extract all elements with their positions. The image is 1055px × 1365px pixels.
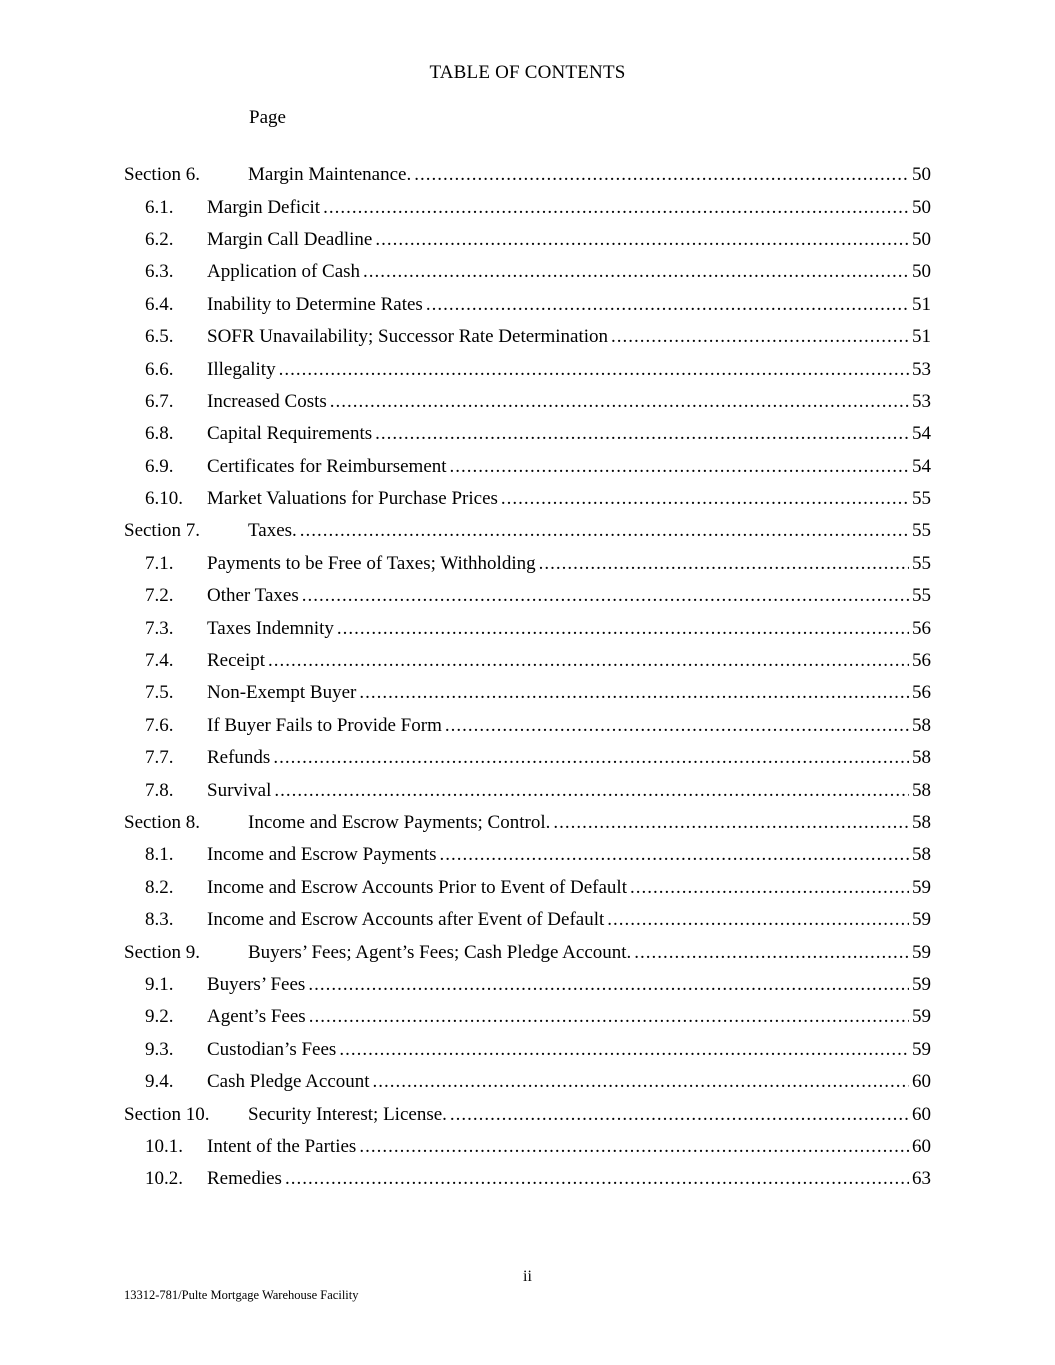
dot-leader	[285, 1168, 909, 1190]
entry-title: Certificates for Reimbursement	[207, 455, 447, 477]
entry-title: Refunds	[207, 747, 271, 769]
entry-title: Agent’s Fees	[207, 1006, 306, 1028]
entry-number: 6.3.	[145, 261, 174, 283]
toc-subsection-entry[interactable]	[124, 774, 931, 806]
toc-section-entry[interactable]	[124, 515, 931, 547]
entry-title: If Buyer Fails to Provide Form	[207, 714, 442, 736]
entry-number: 8.2.	[145, 876, 174, 898]
entry-number: 6.7.	[145, 390, 174, 412]
dot-leader	[300, 520, 909, 542]
toc-subsection-entry[interactable]	[124, 612, 931, 644]
dot-leader	[607, 909, 909, 931]
toc-section-entry[interactable]	[124, 1098, 931, 1130]
toc-subsection-entry[interactable]	[124, 1066, 931, 1098]
dot-leader	[373, 1071, 909, 1093]
entry-number: 7.5.	[145, 682, 174, 704]
entry-number: 7.1.	[145, 552, 174, 574]
toc-title: TABLE OF CONTENTS	[429, 62, 626, 83]
toc-subsection-entry[interactable]	[124, 1163, 931, 1195]
entry-number: 8.1.	[145, 844, 174, 866]
dot-leader	[445, 715, 909, 737]
entry-page-number: 60	[912, 1103, 931, 1125]
entry-title: Inability to Determine Rates	[207, 293, 423, 315]
entry-title: Taxes.	[248, 520, 297, 542]
entry-page-number: 50	[912, 228, 931, 250]
entry-page-number: 54	[912, 455, 931, 477]
toc-section-entry[interactable]	[124, 159, 931, 191]
entry-number: 9.1.	[145, 973, 174, 995]
dot-leader	[273, 747, 909, 769]
entry-page-number: 56	[912, 617, 931, 639]
toc-subsection-entry[interactable]	[124, 256, 931, 288]
toc-subsection-entry[interactable]	[124, 580, 931, 612]
entry-number: 7.6.	[145, 714, 174, 736]
page-column-label: Page	[249, 107, 286, 128]
entry-number: Section 6.	[124, 164, 200, 186]
entry-title: Margin Maintenance.	[248, 164, 412, 186]
entry-title: Survival	[207, 779, 272, 801]
entry-number: 7.2.	[145, 585, 174, 607]
dot-leader	[611, 326, 909, 348]
entry-title: Security Interest; License.	[248, 1103, 447, 1125]
toc-subsection-entry[interactable]	[124, 645, 931, 677]
entry-page-number: 58	[912, 812, 931, 833]
dot-leader	[375, 423, 909, 445]
entry-title: Other Taxes	[207, 585, 299, 607]
entry-title: Margin Call Deadline	[207, 228, 373, 250]
entry-number: 7.3.	[145, 617, 174, 639]
entry-title: Application of Cash	[207, 261, 361, 283]
entry-number: 6.2.	[145, 228, 174, 250]
toc-subsection-entry[interactable]	[124, 353, 931, 385]
toc-section-entry[interactable]	[124, 936, 931, 968]
entry-number: Section 10.	[124, 1103, 210, 1125]
dot-leader	[302, 585, 909, 607]
dot-leader	[634, 942, 909, 964]
entry-page-number: 59	[912, 941, 931, 963]
footer-document-id: 13312-781/Pulte Mortgage Warehouse Facility	[124, 1288, 359, 1302]
toc-subsection-entry[interactable]	[124, 710, 931, 742]
entry-number: 6.8.	[145, 423, 174, 445]
entry-title: Receipt	[207, 650, 266, 672]
entry-page-number: 55	[912, 520, 931, 542]
dot-leader	[363, 261, 909, 283]
entry-page-number: 53	[912, 358, 931, 380]
entry-title: Payments to be Free of Taxes; Withholding	[207, 552, 536, 574]
dot-leader	[450, 1104, 909, 1126]
toc-subsection-entry[interactable]	[124, 839, 931, 871]
entry-number: 6.1.	[145, 196, 174, 218]
dot-leader	[440, 844, 909, 866]
toc-subsection-entry[interactable]	[124, 1131, 931, 1163]
entry-title: Buyers’ Fees; Agent’s Fees; Cash Pledge Account.	[248, 941, 632, 963]
entry-page-number: 60	[912, 1071, 931, 1093]
dot-leader	[553, 812, 909, 834]
entry-page-number: 54	[912, 423, 931, 445]
dot-leader	[450, 456, 909, 478]
dot-leader	[539, 553, 909, 575]
entry-number: Section 7.	[124, 520, 200, 542]
entry-title: Remedies	[207, 1168, 282, 1190]
entry-title: Buyers’ Fees	[207, 973, 306, 995]
toc-subsection-entry[interactable]	[124, 872, 931, 904]
dot-leader	[501, 488, 909, 510]
dot-leader	[375, 229, 909, 251]
dot-leader	[359, 682, 909, 704]
entry-page-number: 53	[912, 390, 931, 412]
toc-subsection-entry[interactable]	[124, 418, 931, 450]
toc-subsection-entry[interactable]	[124, 548, 931, 580]
entry-title: Increased Costs	[207, 390, 327, 412]
toc-subsection-entry[interactable]	[124, 321, 931, 353]
entry-number: 10.2.	[145, 1168, 183, 1190]
entry-title: Income and Escrow Accounts Prior to Event of Default	[207, 876, 627, 898]
entry-page-number: 59	[912, 876, 931, 898]
entry-page-number: 51	[912, 293, 931, 315]
toc-subsection-entry[interactable]	[124, 1034, 931, 1066]
dot-leader	[308, 974, 909, 996]
entry-page-number: 59	[912, 1006, 931, 1028]
dot-leader	[359, 1136, 909, 1158]
entry-title: Taxes Indemnity	[207, 617, 334, 639]
toc-subsection-entry[interactable]	[124, 742, 931, 774]
entry-title: Custodian’s Fees	[207, 1038, 337, 1060]
entry-number: Section 8.	[124, 812, 200, 833]
toc-subsection-entry[interactable]	[124, 191, 931, 223]
entry-page-number: 50	[912, 196, 931, 218]
entry-number: 9.3.	[145, 1038, 174, 1060]
dot-leader	[274, 780, 909, 802]
toc-subsection-entry[interactable]	[124, 224, 931, 256]
entry-number: 8.3.	[145, 909, 174, 931]
dot-leader	[337, 618, 909, 640]
entry-page-number: 56	[912, 650, 931, 672]
dot-leader	[339, 1039, 909, 1061]
toc-subsection-entry[interactable]	[124, 1001, 931, 1033]
entry-number: 6.5.	[145, 326, 174, 348]
entry-title: Illegality	[207, 358, 276, 380]
entry-title: Income and Escrow Payments	[207, 844, 437, 866]
dot-leader	[309, 1006, 909, 1028]
entry-page-number: 58	[912, 779, 931, 801]
entry-title: Capital Requirements	[207, 423, 373, 445]
entry-page-number: 55	[912, 585, 931, 607]
toc-subsection-entry[interactable]	[124, 904, 931, 936]
entry-number: 6.9.	[145, 455, 174, 477]
entry-page-number: 58	[912, 714, 931, 736]
dot-leader	[330, 391, 909, 413]
entry-page-number: 58	[912, 844, 931, 866]
toc-subsection-entry[interactable]	[124, 451, 931, 483]
entry-title: Income and Escrow Payments; Control.	[248, 812, 551, 833]
entry-number: 6.10.	[145, 488, 183, 510]
entry-page-number: 60	[912, 1135, 931, 1157]
dot-leader	[414, 164, 909, 186]
entry-page-number: 59	[912, 973, 931, 995]
entry-title: Intent of the Parties	[207, 1135, 357, 1157]
entry-title: Margin Deficit	[207, 196, 321, 218]
entry-page-number: 56	[912, 682, 931, 704]
dot-leader	[268, 650, 909, 672]
footer-page-number: ii	[523, 1268, 532, 1285]
dot-leader	[279, 359, 909, 381]
entry-number: 10.1.	[145, 1135, 183, 1157]
entry-title: Market Valuations for Purchase Prices	[207, 488, 498, 510]
dot-leader	[426, 294, 909, 316]
entry-title: Income and Escrow Accounts after Event of Default	[207, 909, 605, 931]
toc-subsection-entry[interactable]	[124, 386, 931, 418]
dot-leader	[323, 197, 909, 219]
toc-subsection-entry[interactable]	[124, 483, 931, 515]
entry-number: 9.2.	[145, 1006, 174, 1028]
entry-page-number: 55	[912, 552, 931, 574]
entry-page-number: 59	[912, 1038, 931, 1060]
dot-leader	[630, 877, 909, 899]
entry-title: Cash Pledge Account	[207, 1071, 370, 1093]
entry-number: 6.6.	[145, 358, 174, 380]
toc-subsection-entry[interactable]	[124, 677, 931, 709]
entry-page-number: 59	[912, 909, 931, 931]
entry-number: 7.7.	[145, 747, 174, 769]
entry-number: 7.4.	[145, 650, 174, 672]
entry-number: 9.4.	[145, 1071, 174, 1093]
toc-list	[124, 159, 931, 1196]
entry-page-number: 63	[912, 1168, 931, 1190]
entry-page-number: 58	[912, 747, 931, 769]
entry-number: 7.8.	[145, 779, 174, 801]
entry-title: SOFR Unavailability; Successor Rate Determination	[207, 326, 609, 348]
entry-number: 6.4.	[145, 293, 174, 315]
toc-subsection-entry[interactable]	[124, 969, 931, 1001]
entry-number: Section 9.	[124, 941, 200, 963]
entry-page-number: 50	[912, 261, 931, 283]
entry-page-number: 50	[912, 164, 931, 186]
toc-subsection-entry[interactable]	[124, 289, 931, 321]
toc-section-entry[interactable]	[124, 807, 931, 839]
entry-page-number: 51	[912, 326, 931, 348]
entry-title: Non-Exempt Buyer	[207, 682, 357, 704]
entry-page-number: 55	[912, 488, 931, 510]
